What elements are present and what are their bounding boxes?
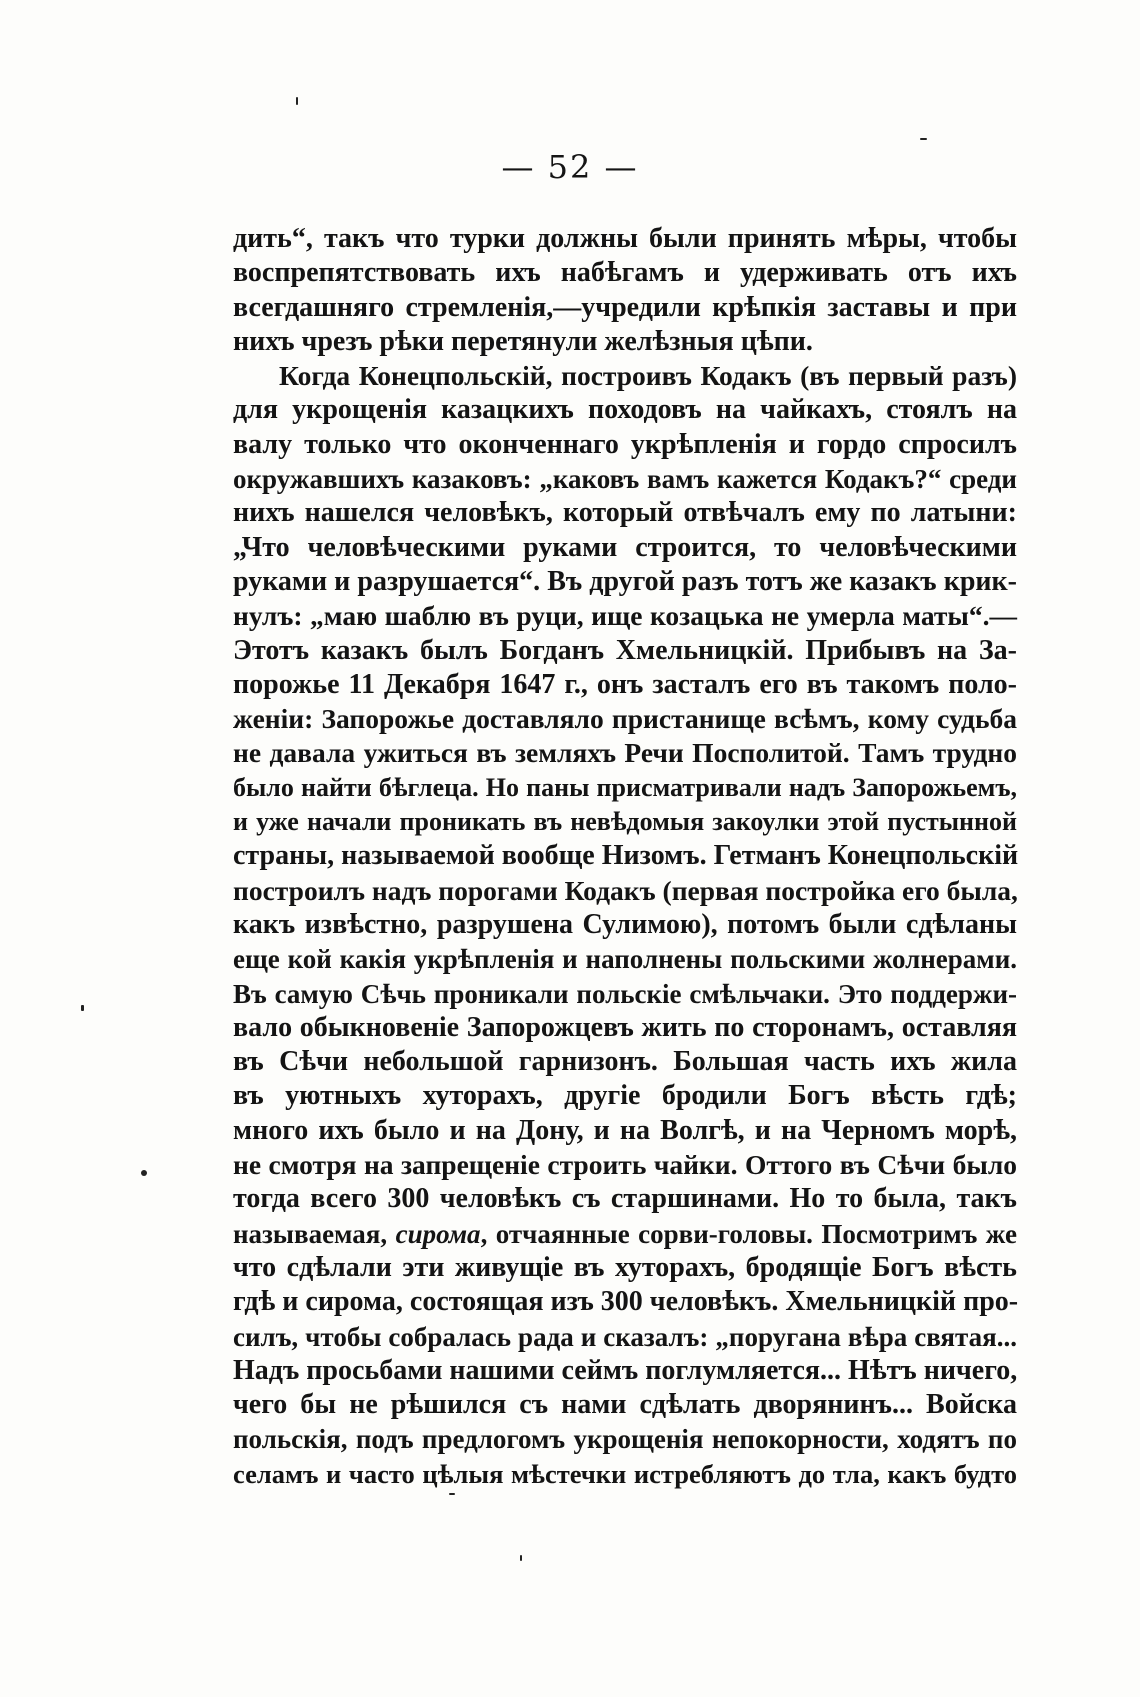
text-line: женіи: Запорожье доставляло пристанище всѣмъ, кому судьба: [233, 703, 1017, 735]
text-line-with-italic: [233, 1217, 1017, 1251]
text-line: селамъ и часто цѣлыя мѣстечки истребляютъ до тла, какъ будто: [233, 1458, 1017, 1489]
page-number-dash-left: —: [501, 148, 548, 186]
scan-speck: [141, 1170, 147, 1176]
text-line: было найти бѣглеца. Но паны присматривали надъ Запорожьемъ,: [233, 772, 1017, 802]
text-line: тогда всего 300 человѣкъ съ старшинами. Но то была, такъ: [233, 1183, 1017, 1215]
page-number-value: 52: [547, 148, 593, 186]
text-line: нихъ нашелся человѣкъ, который отвѣчалъ ему по латыни:: [233, 497, 1017, 529]
text-line: не смотря на запрещеніе строить чайки. Оттого въ Сѣчи было: [233, 1149, 1017, 1181]
text-line: вало обыкновеніе Запорожцевъ жить по сторонамъ, оставляя: [233, 1011, 1017, 1043]
scan-speck: [520, 1555, 522, 1561]
text-line: руками и разрушается“. Въ другой разъ тотъ же казакъ крик-: [233, 565, 1017, 597]
text-line: какъ извѣстно, разрушена Сулимою), потомъ были сдѣланы: [233, 908, 1017, 940]
text-line: построилъ надъ порогами Кодакъ (первая постройка его была,: [233, 874, 1018, 906]
text-line: Когда Конецпольскій, построивъ Кодакъ (въ первый разъ): [279, 360, 1017, 392]
text-line: и уже начали проникать въ невѣдомыя закоулки этой пустынной: [233, 807, 1017, 837]
scan-speck: [920, 138, 927, 140]
text-line: воспрепятствовать ихъ набѣгамъ и удерживать отъ ихъ: [233, 257, 1017, 289]
text-line: всегдашняго стремленія,—учредили крѣпкія заставы и при: [233, 291, 1017, 323]
text-line: въ уютныхъ хуторахъ, другіе бродили Богъ вѣсть гдѣ;: [233, 1080, 1017, 1112]
scan-speck: [449, 1493, 455, 1495]
text-line: для укрощенія казацкихъ походовъ на чайкахъ, стоялъ на: [233, 394, 1017, 426]
page-number-dash-right: —: [592, 148, 639, 186]
italic-term: сирома: [395, 1218, 481, 1249]
text-line: силъ, чтобы собралась рада и сказалъ: „поругана вѣра святая...: [233, 1321, 1017, 1352]
text-line: „Что человѣческими руками строится, то человѣческими: [233, 531, 1017, 563]
text-line: въ Сѣчи небольшой гарнизонъ. Большая часть ихъ жила: [233, 1046, 1017, 1078]
text-line: что сдѣлали эти живущіе въ хуторахъ, бродящіе Богъ вѣсть: [233, 1251, 1017, 1283]
text-line: Надъ просьбами нашими сеймъ поглумляется... Нѣтъ ничего,: [233, 1354, 1018, 1386]
scan-speck: [296, 97, 298, 105]
text-line: валу только что оконченнаго укрѣпленія и гордо спросилъ: [233, 428, 1017, 460]
scan-speck: [81, 1005, 84, 1011]
text-line: не давала ужиться въ земляхъ Речи Посполитой. Тамъ трудно: [233, 737, 1017, 769]
text-line: польскія, подъ предлогомъ укрощенія непокорности, ходятъ по: [233, 1424, 1017, 1455]
page-number: [0, 148, 1140, 186]
text-segment: называемая,: [233, 1218, 396, 1249]
text-line: еще кой какія укрѣпленія и наполнены польскими жолнерами.: [233, 944, 1017, 975]
text-line: порожье 11 Декабря 1647 г., онъ засталъ его въ такомъ поло-: [233, 668, 1017, 700]
text-line: гдѣ и сирома, состоящая изъ 300 человѣкъ. Хмельницкій про-: [233, 1286, 1019, 1318]
text-line: нулъ: „маю шаблю въ руци, ище козацька не умерла маты“.—: [233, 600, 1017, 632]
text-line: чего бы не рѣшился съ нами сдѣлать дворянинъ... Войска: [233, 1389, 1017, 1421]
text-line: Въ самую Сѣчь проникали польскіе смѣльчаки. Это поддержи-: [233, 978, 1017, 1009]
text-segment: , отчаянные сорви-головы. Посмотримъ же: [480, 1218, 1017, 1249]
text-line: Этотъ казакъ былъ Богданъ Хмельницкій. Прибывъ на За-: [233, 634, 1017, 666]
text-line: страны, называемой вообще Низомъ. Гетманъ Конецпольскій: [233, 840, 1019, 872]
text-line: много ихъ было и на Дону, и на Волгѣ, и на Черномъ морѣ,: [233, 1114, 1017, 1146]
body-text: [233, 222, 1017, 1491]
text-line: окружавшихъ казаковъ: „каковъ вамъ кажется Кодакъ?“ среди: [233, 464, 1017, 495]
text-line: нихъ чрезъ рѣки перетянули желѣзныя цѣпи.: [233, 325, 813, 357]
text-line: дить“, такъ что турки должны были принять мѣры, чтобы: [233, 223, 1017, 254]
